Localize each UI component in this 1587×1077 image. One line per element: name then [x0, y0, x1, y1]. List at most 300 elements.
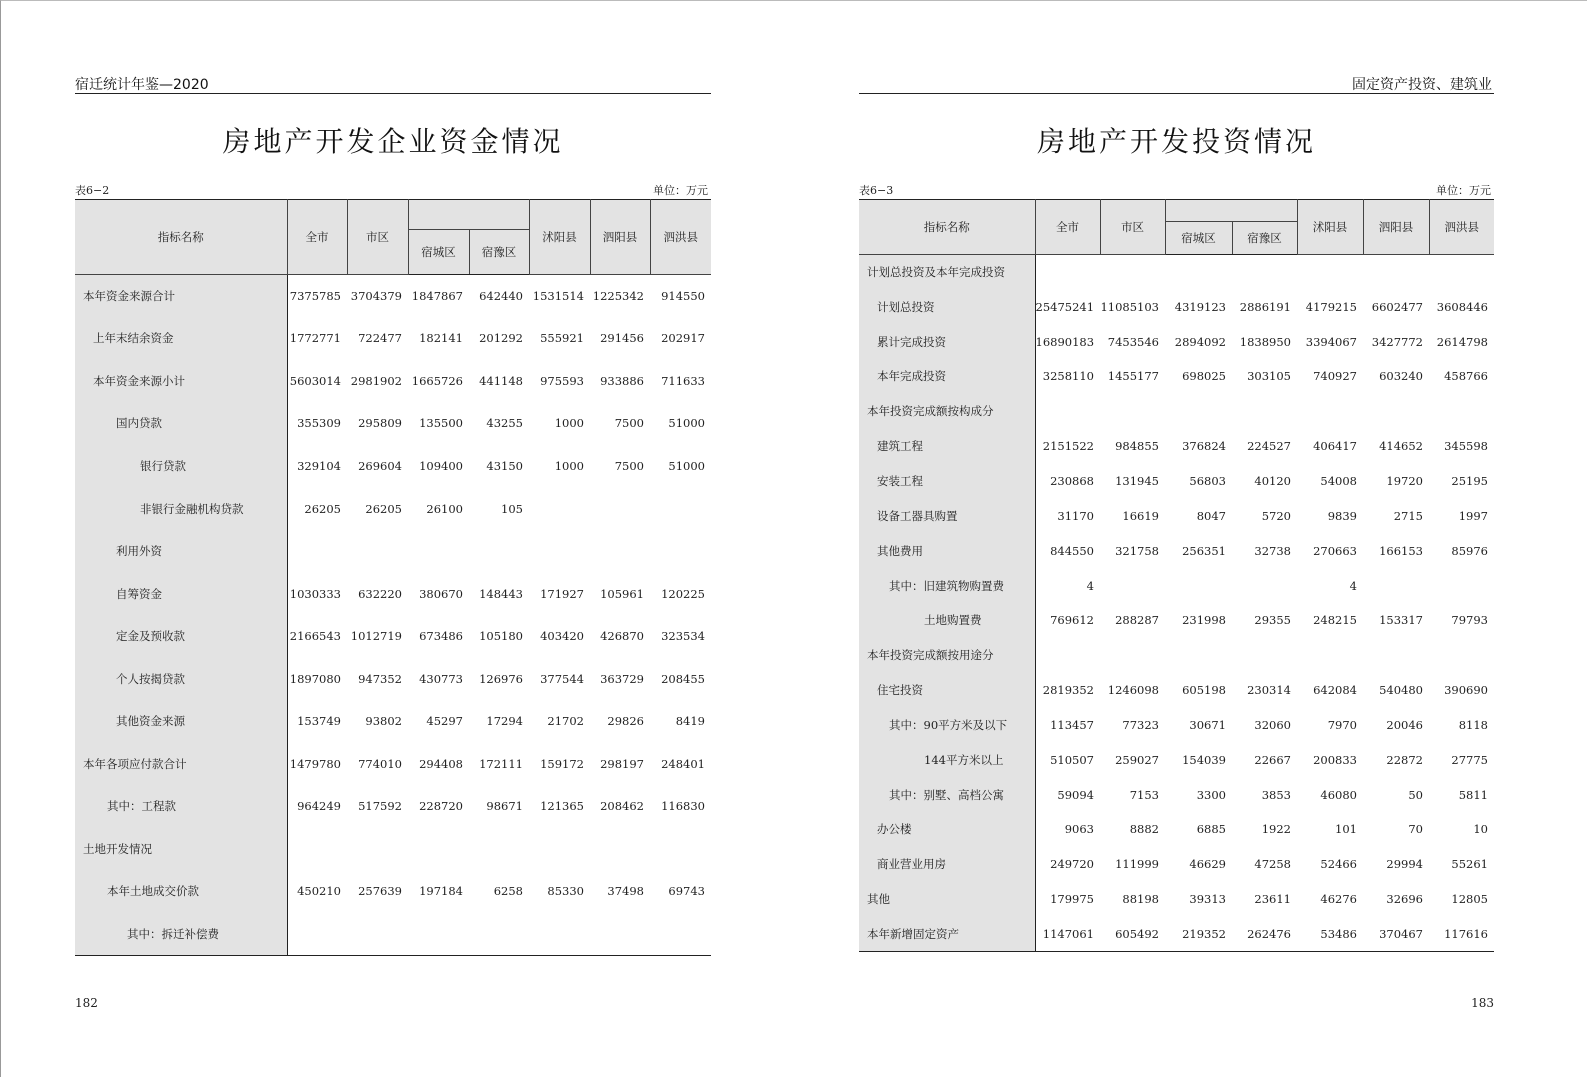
table-row: [75, 487, 711, 530]
table-cell: 53486: [1297, 917, 1363, 952]
table-row: [859, 464, 1494, 499]
table-row: [859, 394, 1494, 429]
table-cell: 774010: [358, 756, 402, 771]
table-cell: 8882: [1129, 822, 1159, 837]
table-cell: 16619: [1122, 508, 1159, 523]
header-rule-left: [75, 93, 711, 94]
table-cell: 9063: [1064, 822, 1094, 837]
table-number-left: 表6−2: [75, 184, 110, 197]
table-row: [859, 289, 1494, 324]
table-cell: 4: [1349, 578, 1357, 593]
row-label: 其他费用: [859, 533, 1035, 568]
table-row: [859, 255, 1494, 290]
table-cell: 975593: [540, 373, 584, 388]
page-title-right: 房地产开发投资情况: [1036, 125, 1316, 158]
table-cell: 10: [1473, 822, 1488, 837]
table-cell: [287, 530, 347, 573]
table-cell: 458766: [1444, 369, 1488, 384]
table-cell: 377544: [540, 671, 584, 686]
table-cell: 722477: [358, 331, 402, 346]
table-cell: 46276: [1320, 892, 1357, 907]
table-cell: 2151522: [1042, 439, 1094, 454]
table-cell: [1035, 638, 1100, 673]
table-cell: 1772771: [289, 331, 341, 346]
table-cell: [1232, 568, 1297, 603]
header-urban: 市区: [1100, 200, 1165, 255]
table-cell: 2715: [1393, 508, 1423, 523]
table-cell: 31170: [1057, 508, 1094, 523]
table-cell: 256351: [1182, 543, 1226, 558]
header-siyang: 泗阳县: [590, 200, 650, 275]
table-cell: 1000: [554, 416, 584, 431]
table-cell: 740927: [1313, 369, 1357, 384]
table-cell: 208455: [661, 671, 705, 686]
row-label: 其他: [859, 882, 1035, 917]
table-cell: 2166543: [289, 629, 341, 644]
table-cell: 257639: [358, 884, 402, 899]
header-urban-subgroup: [408, 200, 529, 230]
table-cell: [650, 913, 711, 956]
page-title-left: 房地产开发企业资金情况: [222, 125, 564, 158]
table-cell: 197184: [419, 884, 463, 899]
table-cell: 179975: [1050, 892, 1094, 907]
table-cell: 148443: [479, 586, 523, 601]
row-label: 其中：别墅、高档公寓: [859, 777, 1035, 812]
table-row: [75, 317, 711, 360]
table-cell: [1035, 255, 1100, 290]
table-cell: 321758: [1115, 543, 1159, 558]
row-label: 本年投资完成额按构成分: [859, 394, 1035, 429]
row-label: 利用外资: [75, 530, 287, 573]
table-cell: 29355: [1254, 613, 1291, 628]
table-cell: [590, 487, 650, 530]
running-head-left: 宿迁统计年鉴—2020: [75, 77, 209, 93]
table-cell: 105180: [479, 629, 523, 644]
table-cell: 1897080: [289, 671, 341, 686]
row-label: 累计完成投资: [859, 324, 1035, 359]
table-cell: 69743: [668, 884, 705, 899]
row-label: 上年末结余资金: [75, 317, 287, 360]
table-cell: 37498: [607, 884, 644, 899]
table-cell: 93802: [365, 714, 402, 729]
table-row: [859, 324, 1494, 359]
table-cell: 26205: [304, 501, 341, 516]
table-cell: 50: [1408, 787, 1423, 802]
table-cell: 7500: [614, 416, 644, 431]
header-sucheng: 宿城区: [408, 230, 469, 275]
table-row: [75, 700, 711, 743]
table-cell: 46080: [1320, 787, 1357, 802]
table-cell: 101: [1335, 822, 1357, 837]
table-cell: 3704379: [350, 289, 402, 304]
table-cell: 390690: [1444, 683, 1488, 698]
table-cell: 231998: [1182, 613, 1226, 628]
table-cell: 121365: [540, 799, 584, 814]
table-cell: 4: [1086, 578, 1094, 593]
table-cell: 153749: [297, 714, 341, 729]
table-cell: 298197: [600, 756, 644, 771]
unit-label-left: 单位：万元: [653, 184, 708, 197]
row-label: 计划总投资及本年完成投资: [859, 255, 1035, 290]
table-cell: 79793: [1451, 613, 1488, 628]
table-cell: 7375785: [289, 289, 341, 304]
header-shuyang: 沭阳县: [1297, 200, 1363, 255]
row-label: 国内贷款: [75, 402, 287, 445]
table-cell: 230314: [1247, 683, 1291, 698]
row-label: 办公楼: [859, 812, 1035, 847]
row-label: 其中：90平方米及以下: [859, 707, 1035, 742]
table-cell: [529, 913, 590, 956]
header-sihong: 泗洪县: [650, 200, 711, 275]
table-cell: 1838950: [1239, 334, 1291, 349]
table-cell: [1165, 638, 1232, 673]
table-cell: 1922: [1261, 822, 1291, 837]
table-cell: 56803: [1189, 473, 1226, 488]
header-total: 全市: [287, 200, 347, 275]
table-cell: [347, 530, 408, 573]
table-cell: 200833: [1313, 752, 1357, 767]
header-sucheng: 宿城区: [1165, 222, 1232, 255]
row-label: 银行贷款: [75, 445, 287, 488]
table-cell: 1012719: [350, 629, 402, 644]
table-cell: 25195: [1451, 473, 1488, 488]
table-cell: 1531514: [532, 289, 584, 304]
table-cell: 7453546: [1107, 334, 1159, 349]
table-cell: 27775: [1451, 752, 1488, 767]
table-cell: 8118: [1458, 717, 1488, 732]
table-cell: 85330: [547, 884, 584, 899]
table-cell: 16890183: [1035, 334, 1095, 349]
row-label: 144平方米以上: [859, 742, 1035, 777]
row-label: 其中：拆迁补偿费: [75, 913, 287, 956]
table-cell: 30671: [1189, 717, 1226, 732]
table-row: [859, 673, 1494, 708]
table-cell: 769612: [1050, 613, 1094, 628]
table-cell: 88198: [1122, 892, 1159, 907]
table-body: [859, 255, 1494, 952]
table-cell: 202917: [661, 331, 705, 346]
table-body: [75, 275, 711, 956]
funds-table: [75, 199, 711, 956]
table-cell: 59094: [1057, 787, 1094, 802]
page-left: [75, 0, 711, 1077]
table-cell: [590, 530, 650, 573]
table-cell: 4179215: [1305, 299, 1357, 314]
table-cell: 323534: [661, 629, 705, 644]
investment-table: [859, 199, 1494, 952]
table-cell: [1363, 568, 1429, 603]
table-cell: [1165, 255, 1232, 290]
table-cell: 39313: [1189, 892, 1226, 907]
table-cell: 224527: [1247, 439, 1291, 454]
table-cell: 426870: [600, 629, 644, 644]
table-cell: 406417: [1313, 439, 1357, 454]
table-cell: 2886191: [1239, 299, 1291, 314]
table-cell: 1246098: [1107, 683, 1159, 698]
table-cell: [650, 487, 711, 530]
table-cell: 208462: [600, 799, 644, 814]
table-cell: 32060: [1254, 717, 1291, 732]
table-cell: 441148: [479, 373, 523, 388]
table-cell: 3427772: [1371, 334, 1423, 349]
table-cell: [1165, 394, 1232, 429]
table-cell: [1100, 568, 1165, 603]
row-label: 其中：工程款: [75, 785, 287, 828]
table-cell: 51000: [668, 458, 705, 473]
table-cell: 345598: [1444, 439, 1488, 454]
table-number-right: 表6−3: [859, 184, 894, 197]
table-row: [75, 828, 711, 871]
table-cell: 171927: [540, 586, 584, 601]
table-cell: [347, 913, 408, 956]
table-cell: [347, 828, 408, 871]
table-cell: 1455177: [1107, 369, 1159, 384]
table-cell: [287, 913, 347, 956]
table-cell: [1100, 394, 1165, 429]
table-cell: 29994: [1386, 857, 1423, 872]
table-cell: 1147061: [1035, 917, 1100, 952]
table-cell: [408, 913, 469, 956]
table-cell: 43150: [486, 458, 523, 473]
table-cell: 153317: [1379, 613, 1423, 628]
table-cell: 1665726: [411, 373, 463, 388]
table-cell: 540480: [1379, 683, 1423, 698]
table-cell: 46629: [1189, 857, 1226, 872]
table-cell: [1429, 638, 1494, 673]
table-cell: 23611: [1254, 892, 1291, 907]
table-cell: 55261: [1451, 857, 1488, 872]
row-label: 本年资金来源合计: [75, 275, 287, 318]
table-row: [859, 638, 1494, 673]
table-row: [75, 870, 711, 913]
table-cell: 154039: [1182, 752, 1226, 767]
table-cell: [469, 530, 529, 573]
table-cell: 510507: [1050, 752, 1094, 767]
table-cell: 605198: [1182, 683, 1226, 698]
table-cell: 430773: [419, 671, 463, 686]
table-cell: 259027: [1115, 752, 1159, 767]
table-cell: 844550: [1050, 543, 1094, 558]
row-label: 自筹资金: [75, 572, 287, 615]
table-cell: 32696: [1386, 892, 1423, 907]
row-label: 计划总投资: [859, 289, 1035, 324]
table-cell: [1363, 638, 1429, 673]
table-cell: 6885: [1196, 822, 1226, 837]
table-cell: 914550: [661, 289, 705, 304]
table-cell: 711633: [661, 373, 705, 388]
table-cell: [1429, 394, 1494, 429]
table-cell: 947352: [358, 671, 402, 686]
table-cell: 230868: [1050, 473, 1094, 488]
table-cell: 2894092: [1174, 334, 1226, 349]
table-cell: 984855: [1115, 439, 1159, 454]
header-suyu: 宿豫区: [1232, 222, 1297, 255]
table-row: [859, 882, 1494, 917]
table-cell: 555921: [540, 331, 584, 346]
table-cell: 5603014: [289, 373, 341, 388]
table-cell: [529, 487, 590, 530]
table-cell: 1225342: [592, 289, 644, 304]
table-cell: 2614798: [1436, 334, 1488, 349]
table-cell: 1479780: [289, 756, 341, 771]
page-number-left: 182: [75, 996, 98, 1010]
table-cell: 113457: [1050, 717, 1094, 732]
table-cell: 450210: [297, 884, 341, 899]
table-cell: [650, 530, 711, 573]
table-cell: 380670: [419, 586, 463, 601]
table-cell: 673486: [419, 629, 463, 644]
table-cell: 249720: [1050, 857, 1094, 872]
table-cell: [287, 828, 347, 871]
table-cell: [1100, 255, 1165, 290]
row-label: 本年土地成交价款: [75, 870, 287, 913]
table-cell: 414652: [1379, 439, 1423, 454]
table-cell: 1000: [554, 458, 584, 473]
table-row: [75, 445, 711, 488]
table-cell: 964249: [297, 799, 341, 814]
table-row: [859, 742, 1494, 777]
table-cell: 517592: [358, 799, 402, 814]
table-cell: 262476: [1232, 917, 1297, 952]
table-cell: 8419: [675, 714, 705, 729]
table-cell: 228720: [419, 799, 463, 814]
table-cell: 29826: [607, 714, 644, 729]
table-cell: [1232, 394, 1297, 429]
table-row: [859, 707, 1494, 742]
table-cell: [590, 828, 650, 871]
table-cell: [1165, 568, 1232, 603]
table-cell: [1297, 638, 1363, 673]
table-cell: 3394067: [1305, 334, 1357, 349]
table-cell: 642084: [1313, 683, 1357, 698]
table-cell: 52466: [1320, 857, 1357, 872]
table-row: [75, 657, 711, 700]
table-row: [75, 530, 711, 573]
table-cell: 22872: [1386, 752, 1423, 767]
table-row: [75, 785, 711, 828]
table-cell: 116830: [661, 799, 705, 814]
table-row: [859, 498, 1494, 533]
table-cell: 4319123: [1174, 299, 1226, 314]
table-cell: 1997: [1458, 508, 1488, 523]
table-cell: 698025: [1182, 369, 1226, 384]
table-cell: [408, 530, 469, 573]
table-cell: 21702: [547, 714, 584, 729]
table-cell: [529, 828, 590, 871]
row-label: 其他资金来源: [75, 700, 287, 743]
table-cell: 9839: [1327, 508, 1357, 523]
table-cell: 126976: [479, 671, 523, 686]
table-cell: [469, 828, 529, 871]
table-cell: 182141: [419, 331, 463, 346]
table-row: [859, 847, 1494, 882]
page-right: [859, 0, 1494, 1077]
table-cell: 605492: [1100, 917, 1165, 952]
table-cell: [1363, 255, 1429, 290]
table-cell: 54008: [1320, 473, 1357, 488]
row-label: 土地购置费: [859, 603, 1035, 638]
table-cell: 329104: [297, 458, 341, 473]
table-cell: 117616: [1429, 917, 1494, 952]
table-cell: 105961: [600, 586, 644, 601]
table-cell: 201292: [479, 331, 523, 346]
table-cell: 22667: [1254, 752, 1291, 767]
table-row: [75, 913, 711, 956]
table-cell: 5811: [1458, 787, 1488, 802]
header-indicator: 指标名称: [859, 200, 1035, 255]
header-total: 全市: [1035, 200, 1100, 255]
table-cell: 166153: [1379, 543, 1423, 558]
row-label: 安装工程: [859, 464, 1035, 499]
table-cell: 603240: [1379, 369, 1423, 384]
table-cell: 295809: [358, 416, 402, 431]
table-cell: 131945: [1115, 473, 1159, 488]
table-cell: 3300: [1196, 787, 1226, 802]
table-cell: 105: [501, 501, 523, 516]
table-cell: 6258: [493, 884, 523, 899]
table-cell: 2819352: [1042, 683, 1094, 698]
table-row: [75, 615, 711, 658]
table-cell: 8047: [1196, 508, 1226, 523]
header-shuyang: 沭阳县: [529, 200, 590, 275]
table-cell: [1297, 255, 1363, 290]
table-cell: [1363, 394, 1429, 429]
table-cell: 26100: [426, 501, 463, 516]
table-cell: 376824: [1182, 439, 1226, 454]
table-row: [859, 533, 1494, 568]
table-cell: 642440: [479, 289, 523, 304]
table-cell: 219352: [1165, 917, 1232, 952]
table-cell: 270663: [1313, 543, 1357, 558]
table-cell: 248215: [1313, 613, 1357, 628]
table-row: [859, 359, 1494, 394]
table-cell: 6602477: [1371, 299, 1423, 314]
header-indicator: 指标名称: [75, 200, 287, 275]
table-cell: 12805: [1451, 892, 1488, 907]
table-cell: 159172: [540, 756, 584, 771]
table-cell: 269604: [358, 458, 402, 473]
row-label: 住宅投资: [859, 673, 1035, 708]
table-row: [75, 402, 711, 445]
table-cell: 43255: [486, 416, 523, 431]
table-cell: 17294: [486, 714, 523, 729]
row-label: 商业营业用房: [859, 847, 1035, 882]
table-row: [859, 917, 1494, 952]
table-cell: 32738: [1254, 543, 1291, 558]
table-cell: 291456: [600, 331, 644, 346]
header-urban-subgroup: [1165, 200, 1297, 222]
table-cell: [1297, 394, 1363, 429]
table-row: [75, 743, 711, 786]
table-cell: 85976: [1451, 543, 1488, 558]
table-cell: [529, 530, 590, 573]
table-cell: 7970: [1327, 717, 1357, 732]
table-row: [75, 360, 711, 403]
table-cell: 1847867: [411, 289, 463, 304]
table-cell: 19720: [1386, 473, 1423, 488]
row-label: 非银行金融机构贷款: [75, 487, 287, 530]
table-cell: 77323: [1122, 717, 1159, 732]
table-cell: 288287: [1115, 613, 1159, 628]
table-cell: [408, 828, 469, 871]
row-label: 其中：旧建筑物购置费: [859, 568, 1035, 603]
row-label: 本年资金来源小计: [75, 360, 287, 403]
table-cell: 3608446: [1436, 299, 1488, 314]
table-cell: 632220: [358, 586, 402, 601]
table-cell: 370467: [1363, 917, 1429, 952]
table-cell: 47258: [1254, 857, 1291, 872]
table-cell: [1232, 638, 1297, 673]
